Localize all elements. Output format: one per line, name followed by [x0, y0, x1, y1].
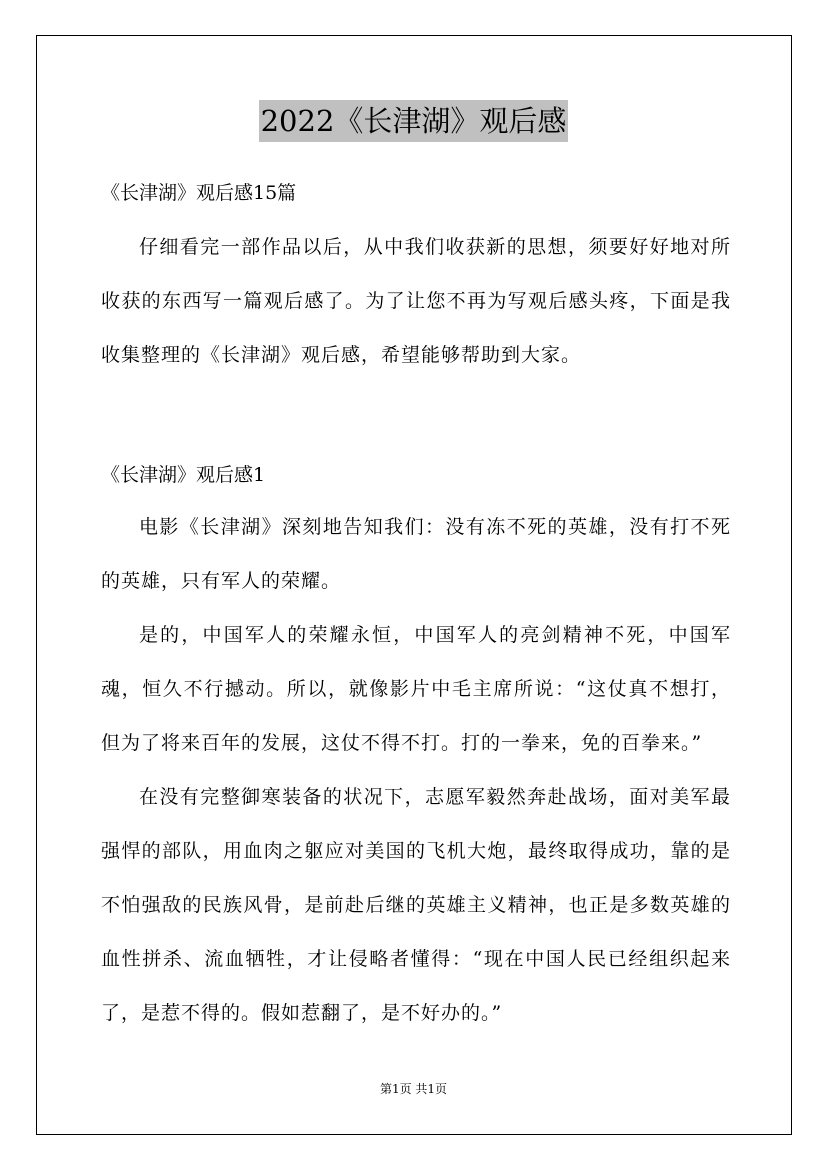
body-paragraph: 在没有完整御寒装备的状况下，志愿军毅然奔赴战场，面对美军最强悍的部队，用血肉之躯应对美国的飞机大炮，最终取得成功，靠的是不怕强敌的民族风骨，是前赴后继的英雄主义精神，也正是多数英雄的血性拼杀、流血牺牲，才让侵略者懂得：“现在中国人民已经组织起来了，是惹不得的。假如惹翻了，是不好办的。” [101, 786, 731, 1024]
page-number-footer: 第1页 共1页 [379, 1082, 448, 1096]
body-paragraph: 是的，中国军人的荣耀永恒，中国军人的亮剑精神不死，中国军魂，恒久不行撼动。所以，就像影片中毛主席所说：“这仗真不想打，但为了将来百年的发展，这仗不得不打。打的一拳来，免的百拳来。” [101, 624, 731, 754]
section-heading: 《长津湖》观后感1 [101, 464, 266, 486]
body-paragraph: 电影《长津湖》深刻地告知我们：没有冻不死的英雄，没有打不死的英雄，只有军人的荣耀。 [101, 516, 731, 592]
intro-paragraph: 仔细看完一部作品以后，从中我们收获新的思想，须要好好地对所收获的东西写一篇观后感了。为了让您不再为写观后感头疼，下面是我收集整理的《长津湖》观后感，希望能够帮助到大家。 [101, 236, 731, 366]
title-container [0, 100, 827, 142]
document-body [101, 170, 731, 1040]
document-title: 2022《长津湖》观后感 [259, 100, 569, 142]
collection-heading: 《长津湖》观后感15篇 [101, 182, 297, 204]
section-spacer [101, 382, 731, 452]
